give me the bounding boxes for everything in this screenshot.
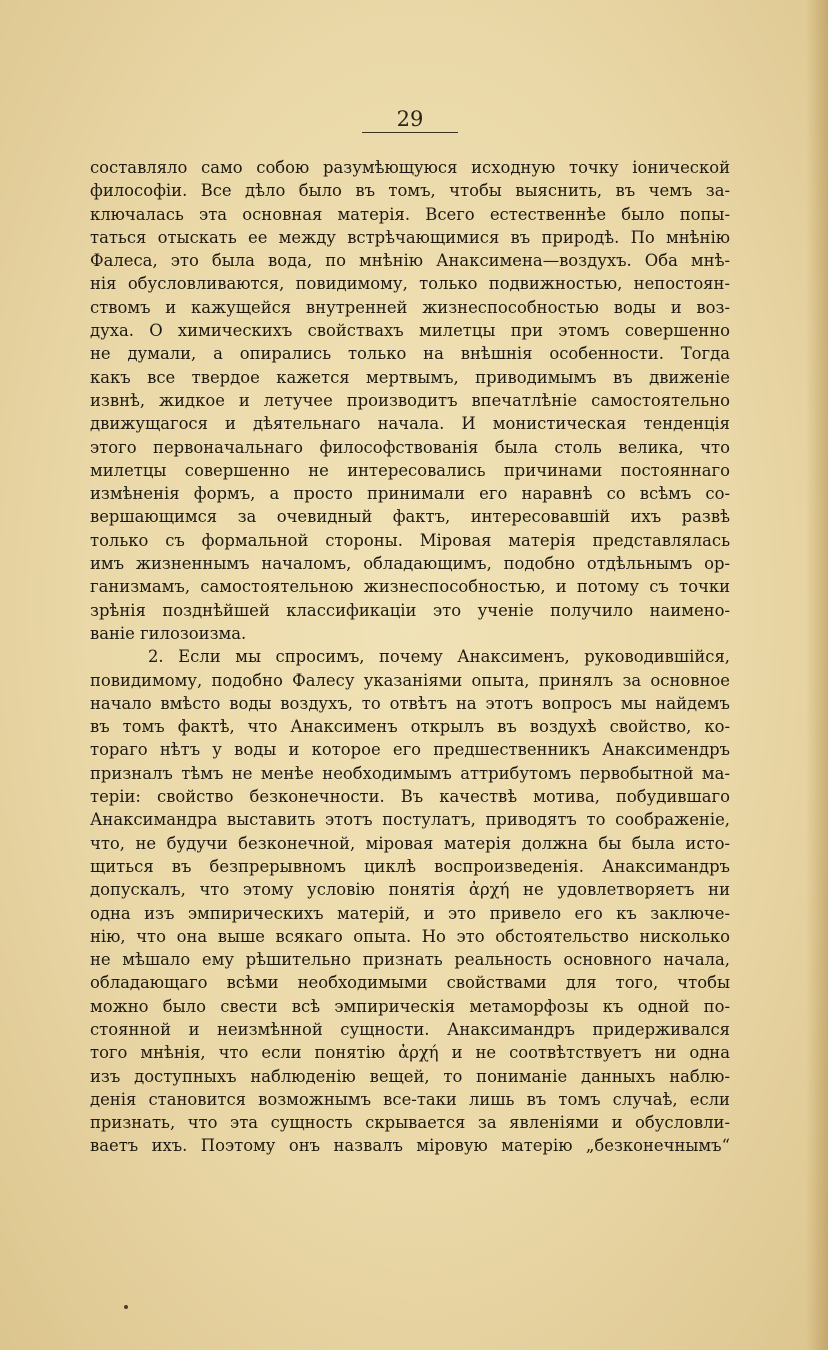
text-line: призналъ тѣмъ не менѣе необходимымъ аттрибутомъ первобытной ма- [90, 763, 730, 783]
text-line: таться отыскать ее между встрѣчающимися въ природѣ. По мнѣнію [90, 227, 730, 247]
text-line: философіи. Все дѣло было въ томъ, чтобы выяснить, въ чемъ за- [90, 181, 730, 201]
text-line: измѣненія формъ, а просто принимали его наравнѣ со всѣмъ со- [90, 484, 730, 504]
paragraph [90, 645, 730, 1158]
text-line: составляло само собою разумѣющуюся исходную точку іонической [90, 158, 730, 177]
text-line: допускалъ, что этому условію понятія ἀρχή не удовлетворяетъ ни [90, 880, 730, 900]
text-line: стоянной и неизмѣнной сущности. Анаксимандръ придерживался [90, 1019, 730, 1039]
text-line: можно было свести всѣ эмпирическія метаморфозы къ одной по- [90, 996, 730, 1016]
text-line: щиться въ безпрерывномъ циклѣ воспроизведенія. Анаксимандръ [90, 856, 730, 876]
text-line: нія обусловливаются, повидимому, только подвижностью, непостоян- [90, 274, 730, 294]
text-line: этого первоначальнаго философствованія была столь велика, что [90, 437, 730, 457]
text-line: только съ формальной стороны. Міровая матерія представлялась [90, 530, 730, 550]
text-line: денія становится возможнымъ все-таки лишь въ томъ случаѣ, если [90, 1089, 730, 1109]
text-line: ваетъ ихъ. Поэтому онъ назвалъ міровую матерію „безконечнымъ“ [90, 1136, 730, 1156]
text-line: не думали, а опирались только на внѣшнія особенности. Тогда [90, 344, 730, 364]
text-line: въ томъ фактѣ, что Анаксименъ открылъ въ воздухѣ свойство, ко- [90, 717, 730, 737]
text-line: ключалась эта основная матерія. Всего естественнѣе было попы- [90, 204, 730, 224]
text-line: вершающимся за очевидный фактъ, интересовавшій ихъ развѣ [90, 507, 730, 527]
text-line: что, не будучи безконечной, міровая матерія должна бы была исто- [90, 833, 730, 853]
page-edge-shadow [806, 0, 828, 1350]
page-number: 29 [396, 107, 424, 131]
ink-speck [124, 1305, 128, 1309]
text-line: изъ доступныхъ наблюденію вещей, то пониманіе данныхъ наблю- [90, 1066, 730, 1086]
text-line: духа. О химическихъ свойствахъ милетцы при этомъ совершенно [90, 321, 730, 341]
text-line: Анаксимандра выставить этотъ постулатъ, приводятъ то соображеніе, [90, 810, 730, 830]
text-line: не мѣшало ему рѣшительно признать реальность основного начала, [90, 950, 730, 970]
text-line: признать, что эта сущность скрывается за явленіями и обусловли- [90, 1113, 730, 1133]
text-line: теріи: свойство безконечности. Въ качествѣ мотива, побудившаго [90, 787, 730, 807]
text-line: одна изъ эмпирическихъ матерій, и это привело его къ заключе- [90, 903, 730, 923]
text-line: зрѣнія позднѣйшей классификаціи это ученіе получило наимено- [90, 600, 730, 620]
text-line: милетцы совершенно не интересовались причинами постояннаго [90, 460, 730, 480]
text-line: обладающаго всѣми необходимыми свойствами для того, чтобы [90, 973, 730, 993]
text-line: имъ жизненнымъ началомъ, обладающимъ, подобно отдѣльнымъ ор- [90, 554, 730, 574]
text-line: Фалеса, это была вода, по мнѣнію Анаксимена—воздухъ. Оба мнѣ- [90, 251, 730, 271]
paragraph [90, 156, 730, 645]
text-line: повидимому, подобно Фалесу указаніями опыта, принялъ за основное [90, 670, 730, 690]
text-line: начало вмѣсто воды воздухъ, то отвѣтъ на этотъ вопросъ мы найдемъ [90, 693, 730, 713]
text-line: 2. Если мы спросимъ, почему Анаксименъ, руководившійся, [148, 647, 730, 667]
text-line: ствомъ и кажущейся внутренней жизнеспособностью воды и воз- [90, 297, 730, 317]
text-line: тораго нѣтъ у воды и которое его предшественникъ Анаксимендръ [90, 740, 730, 760]
text-line: извнѣ, жидкое и летучее производитъ впечатлѣніе самостоятельно [90, 390, 730, 410]
text-line: движущагося и дѣятельнаго начала. И монистическая тенденція [90, 414, 730, 434]
text-line: какъ все твердое кажется мертвымъ, приводимымъ въ движеніе [90, 367, 730, 387]
text-line: нію, что она выше всякаго опыта. Но это обстоятельство нисколько [90, 926, 730, 946]
text-line: того мнѣнія, что если понятію ἀρχή и не соотвѣтствуетъ ни одна [90, 1043, 730, 1063]
text-line: ганизмамъ, самостоятельною жизнеспособностью, и потому съ точки [90, 577, 730, 597]
text-line: ваніе гилозоизма. [90, 623, 247, 643]
body-text [90, 156, 730, 1158]
header-rule [362, 132, 458, 133]
